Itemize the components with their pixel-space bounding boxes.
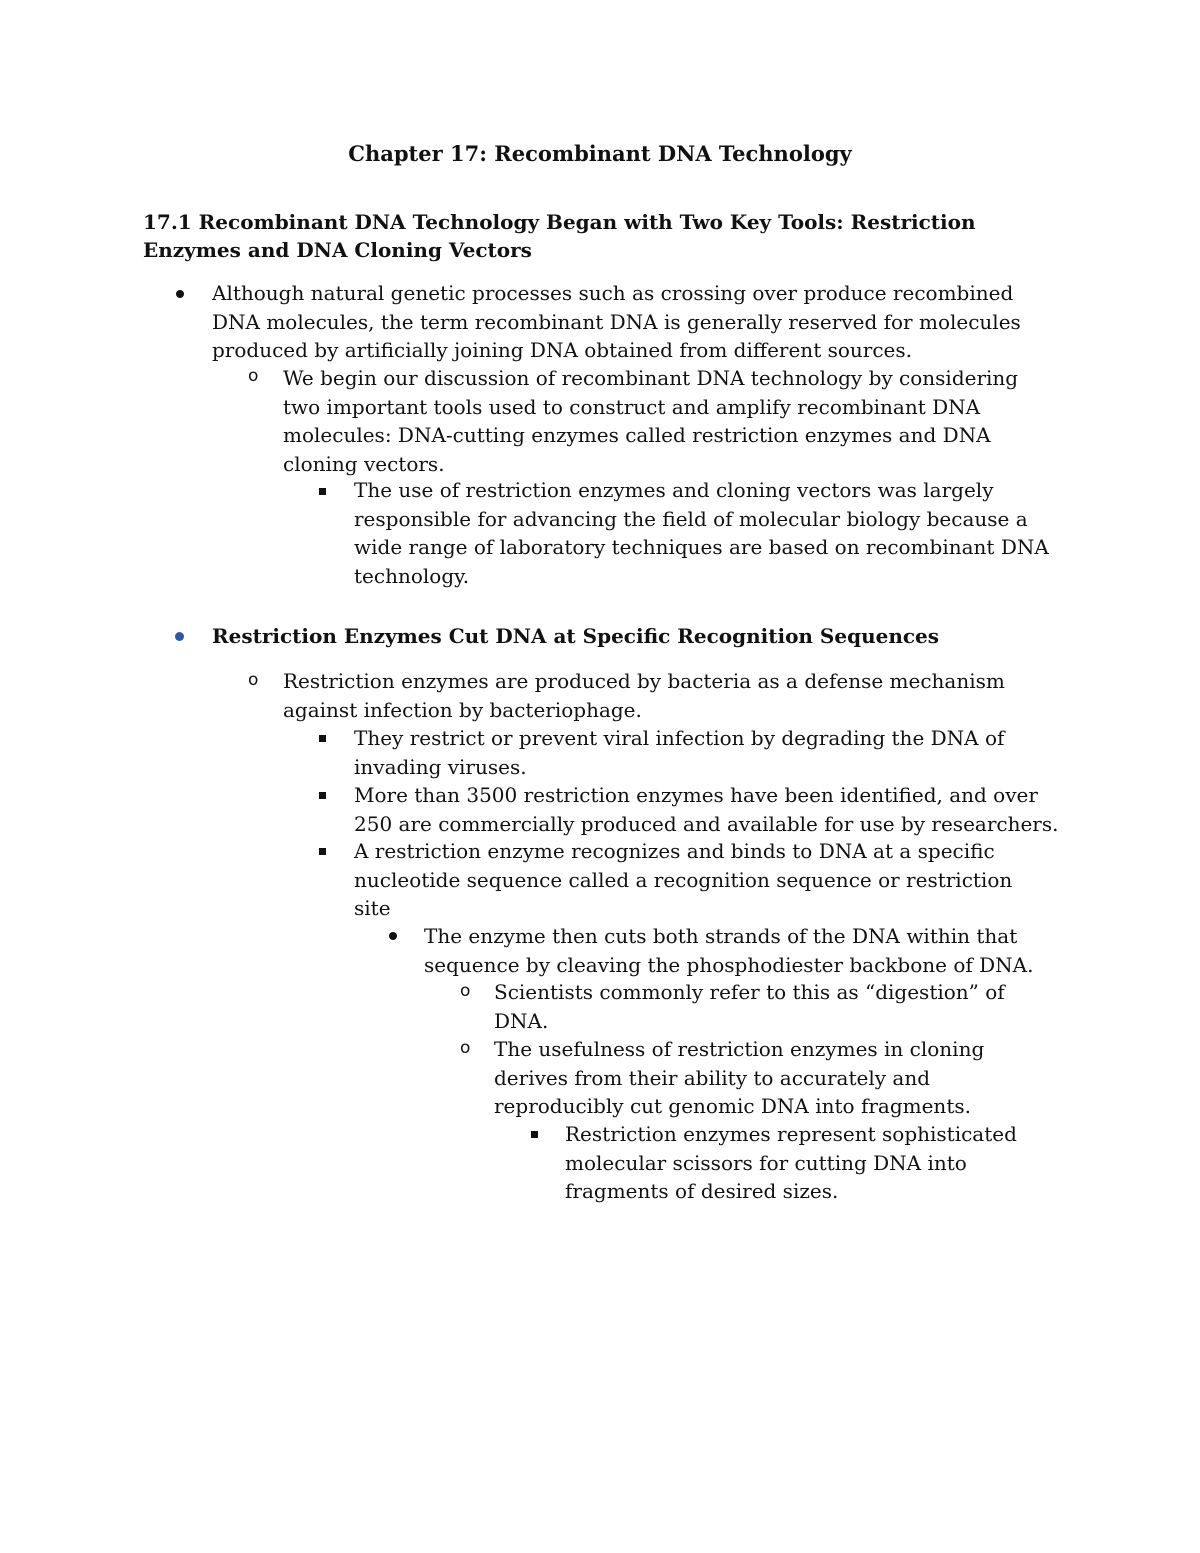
list-item-discussion: We begin our discussion of recombinant DNA technology by considering two important tools used to construct and amplify recombinant DNA molecules: DNA-cutting enzymes called restriction enzymes and DNA cloning vectors.	[283, 366, 1019, 476]
square-bullet-icon	[319, 792, 326, 799]
circle-bullet-icon: o	[248, 366, 259, 386]
circle-bullet-icon: o	[248, 670, 259, 690]
circle-bullet-icon: o	[460, 981, 471, 1001]
list-item-usefulness: The usefulness of restriction enzymes in cloning derives from their ability to accurately and reproducibly cut genomic DNA into fragments.	[494, 1037, 985, 1118]
square-bullet-icon	[531, 1131, 538, 1138]
subsection-heading: Restriction Enzymes Cut DNA at Specific Recognition Sequences	[212, 624, 940, 648]
list-item-restrict: They restrict or prevent viral infection by degrading the DNA of invading viruses.	[354, 726, 1005, 779]
circle-bullet-icon: o	[460, 1038, 471, 1058]
disc-bullet-icon	[175, 632, 184, 641]
square-bullet-icon	[319, 848, 326, 855]
list-item-count: More than 3500 restriction enzymes have been identified, and over 250 are commercially produced and available for use by researchers.	[354, 783, 1059, 836]
square-bullet-icon	[319, 735, 326, 742]
list-item-scissors: Restriction enzymes represent sophisticated molecular scissors for cutting DNA into fragments of desired sizes.	[565, 1122, 1017, 1203]
list-item-digestion: Scientists commonly refer to this as “digestion” of DNA.	[494, 980, 1005, 1033]
list-item-cuts: The enzyme then cuts both strands of the DNA within that sequence by cleaving the phosphodiester backbone of DNA.	[424, 924, 1034, 977]
list-item-use: The use of restriction enzymes and cloning vectors was largely responsible for advancing the field of molecular biology because a wide range of laboratory techniques are based on recombinant DNA technology.	[354, 478, 1049, 588]
list-item-produced: Restriction enzymes are produced by bacteria as a defense mechanism against infection by bacteriophage.	[283, 669, 1005, 722]
chapter-title: Chapter 17: Recombinant DNA Technology	[348, 141, 852, 166]
disc-bullet-icon	[389, 932, 397, 940]
square-bullet-icon	[319, 488, 326, 495]
disc-bullet-icon	[176, 290, 184, 298]
section-heading: 17.1 Recombinant DNA Technology Began with Two Key Tools: Restriction Enzymes and DNA Cloning Vectors	[143, 210, 976, 262]
list-item-intro: Although natural genetic processes such as crossing over produce recombined DNA molecules, the term recombinant DNA is generally reserved for molecules produced by artificially joining DNA obtained from different sources.	[212, 281, 1021, 362]
list-item-recognizes: A restriction enzyme recognizes and binds to DNA at a specific nucleotide sequence called a recognition sequence or restriction site	[354, 839, 1013, 920]
